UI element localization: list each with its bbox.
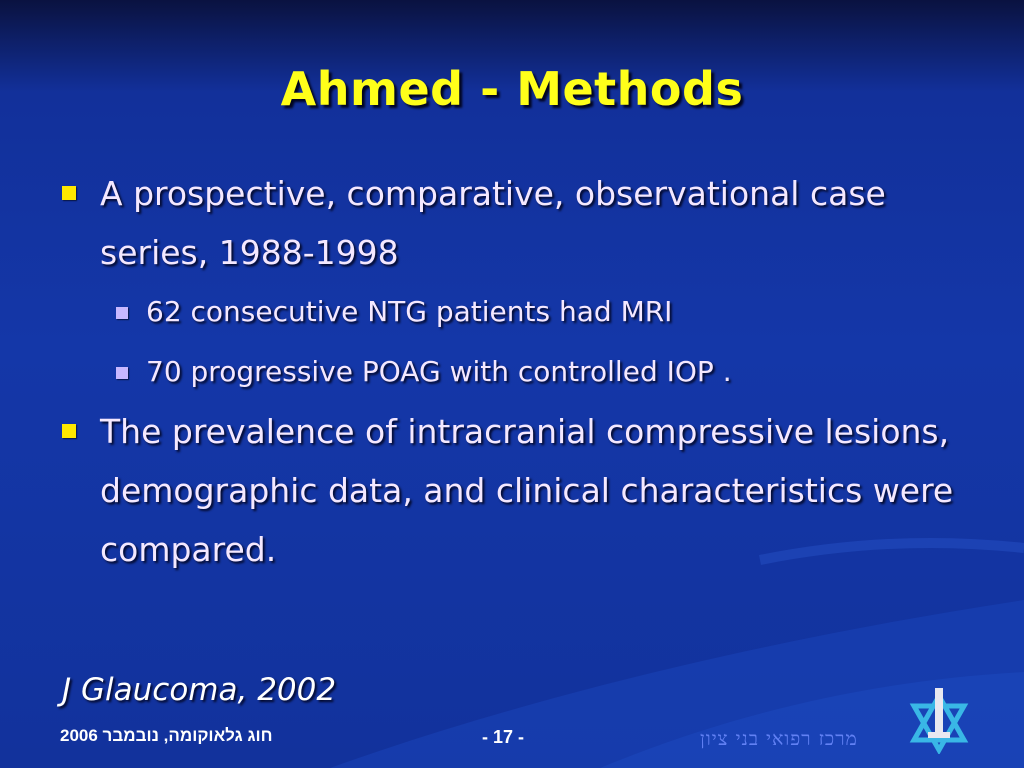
citation: J Glaucoma, 2002 — [62, 672, 337, 708]
square-bullet-icon — [62, 186, 76, 200]
bullet-item-1 — [60, 164, 980, 282]
bullet-list — [60, 164, 980, 579]
footer-course-date: חוג גלאוקומה, נובמבר 2006 — [60, 726, 273, 745]
bullet-text-2: The prevalence of intracranial compressive lesions, demographic data, and clinical characteristics were compared. — [100, 412, 954, 569]
sub-bullet-text-2: 70 progressive POAG with controlled IOP . — [146, 355, 732, 388]
page-number: - 17 - — [482, 727, 525, 747]
sub-bullet-item-2 — [60, 342, 980, 402]
bullet-item-2 — [60, 402, 980, 579]
bullet-text-1: A prospective, comparative, observational case series, 1988-1998 — [100, 174, 886, 272]
institution-name: מרכז רפואי בני ציון — [700, 728, 858, 750]
square-bullet-icon — [116, 307, 128, 319]
square-bullet-icon — [62, 424, 76, 438]
square-bullet-icon — [116, 367, 128, 379]
slide-title: Ahmed - Methods — [280, 62, 744, 116]
star-of-david-logo-icon — [908, 688, 970, 754]
sub-bullet-item-1 — [60, 282, 980, 342]
sub-bullet-text-1: 62 consecutive NTG patients had MRI — [146, 295, 673, 328]
